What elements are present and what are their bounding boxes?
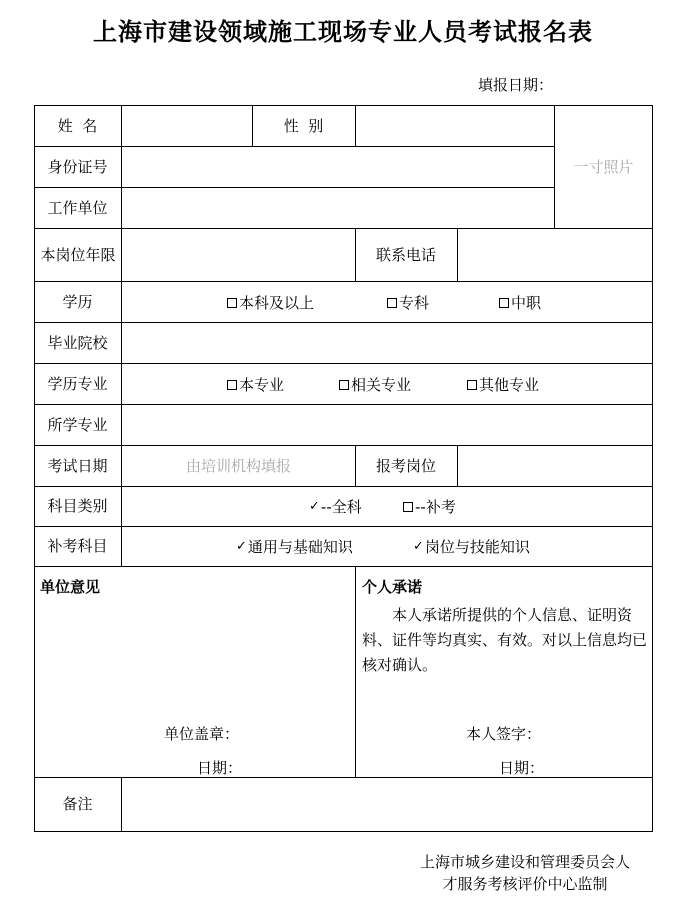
checkbox-empty-icon[interactable]: [467, 380, 477, 390]
major-option-same[interactable]: 本专业: [227, 374, 284, 395]
checkbox-empty-icon[interactable]: [387, 298, 397, 308]
makeup-option-general[interactable]: ✓ 通用与基础知识: [236, 538, 353, 556]
fill-date-label: 填报日期：: [478, 76, 554, 94]
education-label: 学历: [62, 292, 93, 311]
promise-date-label: 日期：: [499, 759, 545, 777]
subject-option-full[interactable]: ✓ --全科: [309, 498, 362, 516]
gender-label: 性 别: [283, 116, 324, 135]
unit-opinion-title: 单位意见: [40, 578, 101, 596]
subject-type-label: 科目类别: [47, 497, 108, 515]
name-label: 姓 名: [57, 116, 98, 135]
education-option-vocational[interactable]: 中职: [499, 292, 541, 313]
subject-option-makeup[interactable]: --补考: [403, 496, 456, 517]
checkbox-empty-icon[interactable]: [499, 298, 509, 308]
personal-promise-text: 本人承诺所提供的个人信息、证明资料、证件等均真实、有效。对以上信息均已核对确认。: [362, 606, 648, 674]
major-option-other[interactable]: 其他专业: [467, 374, 539, 395]
form-title: 上海市建设领域施工现场专业人员考试报名表: [93, 18, 593, 46]
years-in-position-label: 本岗位年限: [40, 245, 116, 264]
remarks-label: 备注: [62, 795, 93, 813]
photo-placeholder[interactable]: 一寸照片: [573, 158, 634, 176]
checkbox-empty-icon[interactable]: [227, 298, 237, 308]
footer-issuer: [405, 851, 645, 895]
unit-stamp-label: 单位盖章：: [164, 725, 240, 743]
education-option-college[interactable]: 专科: [387, 292, 429, 313]
footer-line-1: 上海市城乡建设和管理委员会人: [419, 853, 630, 871]
gender-field[interactable]: [356, 106, 554, 146]
makeup-option-position[interactable]: ✓ 岗位与技能知识: [413, 538, 530, 556]
makeup-subject-label: 补考科目: [47, 537, 108, 555]
checkmark-icon[interactable]: ✓: [413, 539, 424, 554]
id-number-field[interactable]: [122, 147, 554, 187]
remarks-field[interactable]: [122, 778, 652, 831]
exam-date-label: 考试日期: [47, 456, 108, 475]
studied-major-field[interactable]: [122, 405, 652, 445]
id-number-label: 身份证号: [47, 157, 108, 176]
checkmark-icon[interactable]: ✓: [236, 539, 247, 554]
exam-date-field[interactable]: 由培训机构填报: [185, 457, 291, 475]
checkbox-empty-icon[interactable]: [227, 380, 237, 390]
checkmark-icon[interactable]: ✓: [309, 499, 320, 514]
work-unit-label: 工作单位: [47, 198, 108, 217]
exam-position-field[interactable]: [458, 446, 652, 486]
phone-label: 联系电话: [375, 245, 436, 264]
checkbox-empty-icon[interactable]: [339, 380, 349, 390]
footer-line-2: 才服务考核评价中心监制: [442, 875, 608, 893]
exam-position-label: 报考岗位: [375, 456, 436, 475]
unit-date-label: 日期：: [197, 759, 243, 777]
school-field[interactable]: [122, 323, 652, 363]
phone-field[interactable]: [458, 229, 652, 281]
checkbox-empty-icon[interactable]: [403, 502, 413, 512]
personal-promise-title: 个人承诺: [362, 578, 423, 596]
education-option-bachelor[interactable]: 本科及以上: [227, 292, 314, 313]
years-in-position-field[interactable]: [122, 229, 355, 281]
name-field[interactable]: [122, 106, 252, 146]
major-option-related[interactable]: 相关专业: [339, 374, 411, 395]
signature-label: 本人签字：: [466, 725, 542, 743]
work-unit-field[interactable]: [122, 188, 554, 228]
school-label: 毕业院校: [47, 333, 108, 352]
edu-major-label: 学历专业: [47, 374, 108, 393]
studied-major-label: 所学专业: [47, 415, 108, 434]
